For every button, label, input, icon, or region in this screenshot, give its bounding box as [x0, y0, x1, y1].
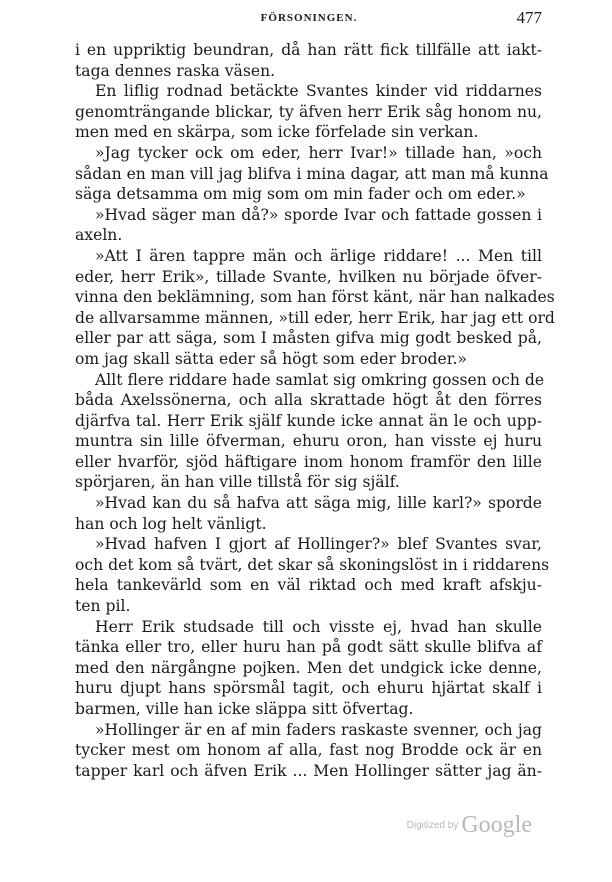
text-line: båda Axelssönerna, och alla skrattade högt åt den förres [75, 391, 542, 410]
text-line: En liflig rodnad betäckte Svantes kinder vid riddarnes [95, 82, 542, 101]
text-line: »Hvad hafven I gjort af Hollinger?» blef Svantes svar, [95, 535, 542, 554]
text-line: eder, herr Erik», tillade Svante, hvilken nu började öfver- [75, 267, 542, 286]
text-line: hela tankevärld som en väl riktad och med kraft afskju- [75, 576, 542, 595]
text-line: muntra sin lille öfverman, ehuru oron, han visste ej huru [75, 432, 542, 451]
page-number: 477 [516, 8, 542, 27]
text-line: eller hvarför, sjöd häftigare inom honom framför den lille [75, 452, 542, 471]
text-line: och det kom så tvärt, det skar så skoningslöst in i riddarens [75, 555, 550, 574]
text-line: axeln. [75, 226, 123, 245]
text-line: ten pil. [75, 597, 131, 616]
text-line: barmen, ville han icke släppa sitt öfvertag. [75, 700, 414, 718]
text-line: tycker mest om honom af alla, fast nog Brodde ock är en [75, 741, 542, 760]
watermark-brand: Google [461, 812, 532, 838]
text-line: han och log helt vänligt. [75, 514, 267, 533]
text-line: sådan en man vill jag blifva i mina dagar, att man må kunna [75, 164, 549, 183]
text-line: tapper karl och äfven Erik ... Men Hollinger sätter jag än- [75, 761, 542, 780]
digitization-watermark [407, 812, 532, 839]
running-header [76, 8, 542, 30]
text-line: men med en skärpa, som icke förfelade sin verkan. [75, 123, 479, 142]
text-line: »Jag tycker ock om eder, herr Ivar!» tillade han, »och [95, 143, 542, 162]
text-line: Herr Erik studsade till och visste ej, hvad han skulle [95, 617, 542, 636]
text-line: vinna den beklämning, som han först känt, när han nalkades [75, 288, 555, 307]
text-line: i en uppriktig beundran, då han rätt fick tillfälle att iakt- [75, 41, 542, 59]
text-line: djärfva tal. Herr Erik själf kunde icke annat än le och upp- [75, 411, 542, 430]
text-line: genomträngande blickar, ty äfven herr Erik såg honom nu, [75, 102, 542, 121]
text-line: »Hvad säger man då?» sporde Ivar och fattade gossen i [95, 205, 542, 224]
body-text [75, 40, 555, 781]
text-line: »Hollinger är en af min faders raskaste svenner, och jag [95, 720, 542, 739]
text-line: huru djupt hans spörsmål tagit, och ehuru hjärtat skalf i [75, 679, 542, 698]
watermark-prefix: Digitized by [406, 820, 459, 831]
text-line: de allvarsamme männen, »till eder, herr Erik, har jag ett ord [75, 308, 555, 327]
text-line: »Hvad kan du så hafva att säga mig, lille karl?» sporde [95, 494, 542, 513]
text-line: säga detsamma om mig som om min fader och om eder.» [75, 185, 526, 204]
text-line: tänka eller tro, eller huru han på godt sätt skulle blifva af [75, 638, 542, 657]
text-line: om jag skall sätta eder så högt som eder broder.» [75, 349, 467, 368]
chapter-title: FÖRSONINGEN. [260, 12, 358, 24]
text-line: spörjaren, än han ville tillstå för sig själf. [75, 473, 400, 492]
text-line: »Att I ären tappre män och ärlige riddare! ... Men till [95, 246, 542, 265]
text-line: med den närgångne pojken. Men det undgick icke denne, [75, 658, 542, 677]
text-line: Allt flere riddare hade samlat sig omkring gossen och de [95, 370, 545, 389]
text-line: eller par att säga, som I måsten gifva mig godt besked på, [75, 329, 542, 348]
text-line: taga dennes raska väsen. [75, 61, 276, 80]
